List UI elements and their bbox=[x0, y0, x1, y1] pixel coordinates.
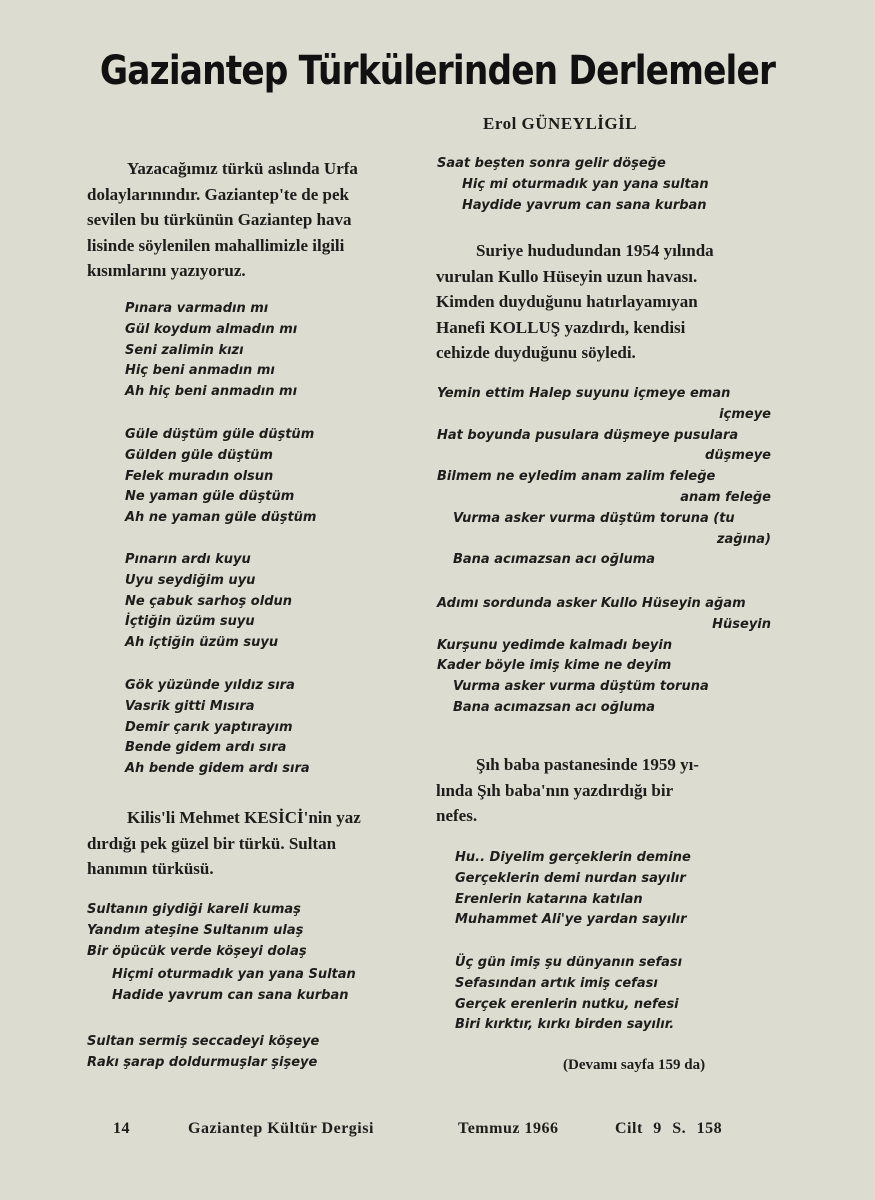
verse-line: içmeye bbox=[719, 406, 771, 422]
verse-line: Sultanın giydiği kareli kumaş bbox=[87, 902, 301, 917]
verse-line: Sefasından artık imiş cefası bbox=[455, 975, 658, 991]
verse-line: Rakı şarap doldurmuşlar şişeye bbox=[87, 1054, 318, 1070]
verse-line: Sultan sermiş seccadeyi köşeye bbox=[87, 1034, 320, 1049]
journal-name: Gaziantep Kültür Dergisi bbox=[188, 1120, 374, 1137]
prose-line: Suriye hududundan 1954 yılında bbox=[476, 241, 714, 260]
verse-line: Hadide yavrum can sana kurban bbox=[112, 987, 349, 1003]
author: Erol GÜNEYLİGİL bbox=[483, 114, 638, 133]
kilis-paragraph bbox=[87, 805, 417, 882]
verse-line: Hiç beni anmadın mı bbox=[125, 363, 275, 379]
verse-line: Bilmem ne eyledim anam zalim feleğe bbox=[437, 469, 716, 485]
verse-line: Vurma asker vurma düştüm toruna bbox=[453, 679, 709, 695]
verse-line: İçtiğin üzüm suyu bbox=[125, 614, 255, 630]
verse-line: Seni zalimin kızı bbox=[125, 342, 244, 358]
verse-line: Vasrik gitti Mısıra bbox=[125, 698, 255, 714]
verse-line: Pınarın ardı kuyu bbox=[125, 552, 251, 567]
verse-line: Haydide yavrum can sana kurban bbox=[462, 197, 707, 213]
prose-line: kısımlarını yazıyoruz. bbox=[87, 261, 246, 280]
sih-baba-paragraph bbox=[436, 752, 772, 829]
stanza-4 bbox=[125, 676, 310, 780]
prose-line: Hanefi KOLLUŞ yazdırdı, kendisi bbox=[436, 317, 686, 337]
verse-line: Hat boyunda pusulara düşmeye pusulara bbox=[437, 427, 739, 443]
prose-line: lında Şıh baba'nın yazdırdığı bir bbox=[436, 780, 674, 800]
prose-line: Yazacağımız türkü aslında Urfa bbox=[127, 159, 358, 178]
verse-line: Bende gidem ardı sıra bbox=[125, 740, 287, 756]
continued-note: (Devamı sayfa 159 da) bbox=[563, 1057, 706, 1073]
suriye-paragraph bbox=[436, 238, 772, 366]
verse-line: Üç gün imiş şu dünyanın sefası bbox=[455, 955, 683, 970]
verse-line: Muhammet Ali'ye yardan sayılır bbox=[455, 912, 687, 928]
verse-line: Bana acımazsan acı oğluma bbox=[453, 699, 656, 715]
intro-paragraph bbox=[87, 156, 417, 284]
prose-line: cehizde duyduğunu söyledi. bbox=[436, 343, 636, 362]
prose-line: nefes. bbox=[436, 806, 478, 825]
verse-line: Kader böyle imiş kime ne deyim bbox=[437, 658, 672, 674]
verse-line: Gül koydum almadın mı bbox=[125, 321, 298, 337]
issue-date: Temmuz 1966 bbox=[458, 1120, 559, 1137]
verse-line: Gerçek erenlerin nutku, nefesi bbox=[455, 996, 679, 1012]
verse-line: Adımı sordunda asker Kullo Hüseyin ağam bbox=[437, 596, 746, 611]
sultan-stanza-2 bbox=[87, 1032, 319, 1074]
verse-line: düşmeye bbox=[705, 448, 771, 464]
verse-line: Vurma asker vurma düştüm toruna (tu bbox=[453, 510, 735, 526]
verse-line: Ah ne yaman güle düştüm bbox=[125, 510, 317, 526]
page-number: 14 bbox=[113, 1120, 130, 1137]
verse-line: Hiç mi oturmadık yan yana sultan bbox=[462, 176, 709, 192]
verse-line: Uyu seydiğim uyu bbox=[125, 572, 256, 588]
prose-line: lisinde söylenilen mahallimizle ilgili bbox=[87, 235, 345, 255]
stanza-1 bbox=[125, 299, 297, 403]
verse-line: Güle düştüm güle düştüm bbox=[125, 427, 315, 442]
verse-line: Hu.. Diyelim gerçeklerin demine bbox=[455, 850, 691, 865]
verse-line: Hiçmi oturmadık yan yana Sultan bbox=[112, 967, 356, 982]
verse-line: Ah içtiğin üzüm suyu bbox=[125, 635, 279, 651]
verse-line: Bana acımazsan acı oğluma bbox=[453, 552, 656, 568]
prose-line: Şıh baba pastanesinde 1959 yı- bbox=[476, 755, 699, 774]
verse-line: Ne çabuk sarhoş oldun bbox=[125, 593, 293, 609]
verse-line: Hüseyin bbox=[712, 616, 771, 632]
nefes-stanza-2 bbox=[455, 953, 682, 1036]
verse-line: Ah bende gidem ardı sıra bbox=[125, 761, 310, 777]
verse-line: zağına) bbox=[716, 531, 771, 547]
verse-line: Gök yüzünde yıldız sıra bbox=[125, 678, 295, 693]
volume-issue: Cilt 9 S. 158 bbox=[615, 1120, 723, 1137]
prose-line: sevilen bu türkünün Gaziantep hava bbox=[87, 210, 352, 229]
verse-line: Ne yaman güle düştüm bbox=[125, 489, 295, 505]
prose-line: vurulan Kullo Hüseyin uzun havası. bbox=[436, 266, 698, 286]
refrain-stanza bbox=[437, 154, 709, 216]
sultan-refrain bbox=[112, 965, 356, 1007]
verse-line: Erenlerin katarına katılan bbox=[455, 891, 643, 907]
stanza-3 bbox=[125, 550, 292, 654]
verse-line: Bir öpücük verde köşeyi dolaş bbox=[87, 943, 307, 959]
verse-line: Yandım ateşine Sultanım ulaş bbox=[87, 922, 304, 938]
verse-line: Pınara varmadın mı bbox=[125, 301, 269, 316]
prose-line: Kilis'li Mehmet KESİCİ'nin yaz bbox=[127, 808, 361, 827]
prose-line: dolaylarınındır. Gaziantep'te de pek bbox=[87, 184, 349, 204]
page-title: Gaziantep Türkülerinden Derlemeler bbox=[99, 48, 776, 94]
prose-line: Kimden duyduğunu hatırlayamıyan bbox=[436, 292, 698, 311]
verse-line: Kurşunu yedimde kalmadı beyin bbox=[437, 637, 673, 653]
verse-line: Ah hiç beni anmadın mı bbox=[125, 384, 298, 400]
verse-line: Yemin ettim Halep suyunu içmeye eman bbox=[437, 386, 731, 401]
prose-line: hanımın türküsü. bbox=[87, 859, 214, 878]
sultan-stanza-1 bbox=[87, 900, 307, 962]
verse-line: Gerçeklerin demi nurdan sayılır bbox=[455, 870, 686, 886]
prose-line: dırdığı pek güzel bir türkü. Sultan bbox=[87, 833, 337, 853]
verse-line: anam feleğe bbox=[680, 489, 771, 505]
verse-line: Biri kırktır, kırkı birden sayılır. bbox=[455, 1017, 675, 1033]
uzun-hava-stanza-1 bbox=[437, 384, 771, 571]
uzun-hava-stanza-2 bbox=[437, 594, 771, 719]
verse-line: Felek muradın olsun bbox=[125, 468, 274, 484]
verse-line: Gülden güle düştüm bbox=[125, 447, 273, 463]
stanza-2 bbox=[125, 425, 316, 529]
verse-line: Saat beşten sonra gelir döşeğe bbox=[437, 156, 666, 171]
nefes-stanza-1 bbox=[455, 848, 691, 931]
verse-line: Demir çarık yaptırayım bbox=[125, 719, 293, 735]
